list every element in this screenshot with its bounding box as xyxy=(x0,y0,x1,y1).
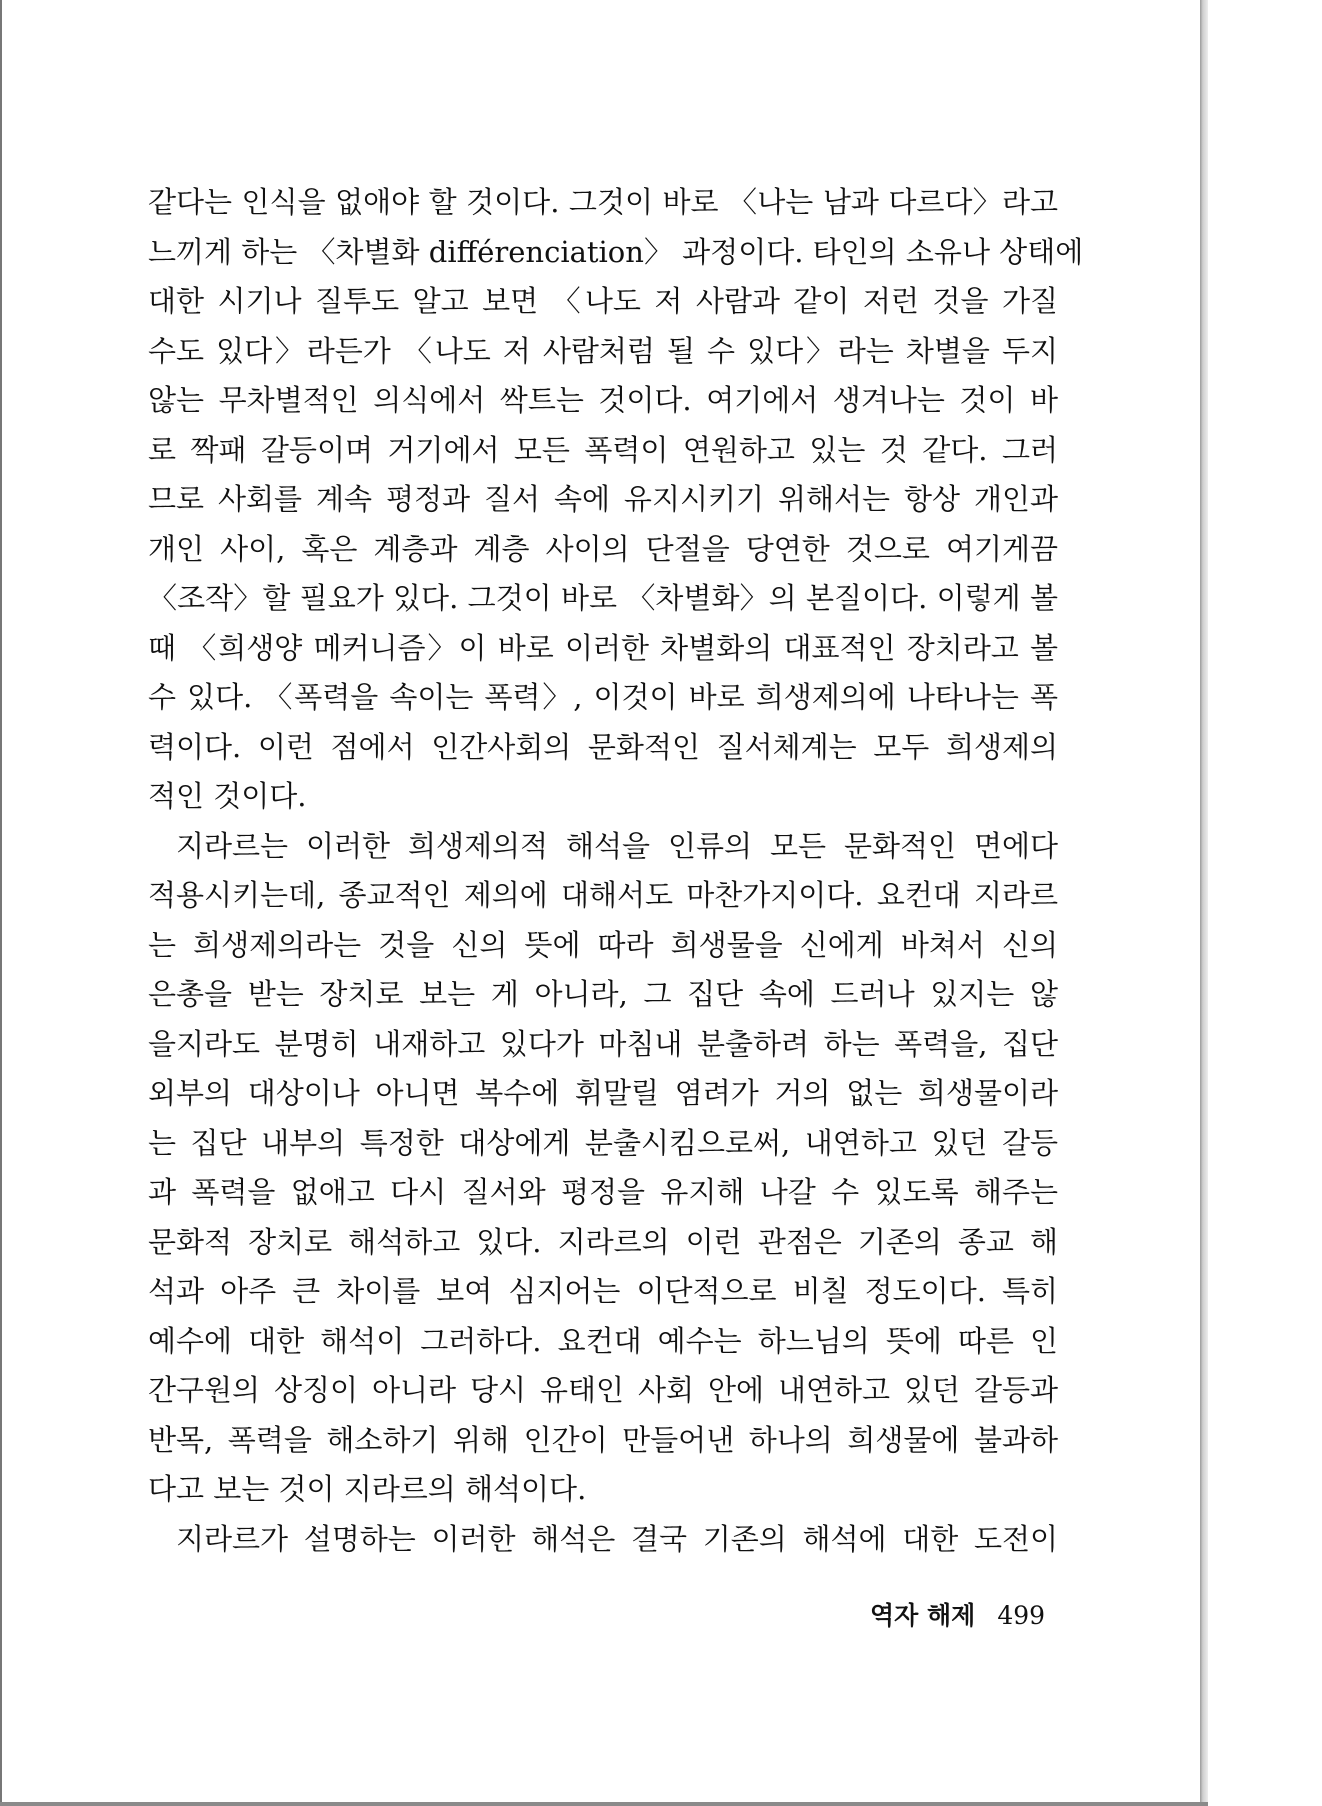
page-gutter xyxy=(1208,0,1322,1806)
page-edge-bottom xyxy=(0,1802,1208,1806)
text-line: 간구원의 상징이 아니라 당시 유태인 사회 안에 내연하고 있던 갈등과 xyxy=(148,1373,1058,1407)
text-line: 은총을 받는 장치로 보는 게 아니라, 그 집단 속에 드러나 있지는 않 xyxy=(148,977,1058,1011)
page-edge-right xyxy=(1200,0,1208,1806)
text-line: 력이다. 이런 점에서 인간사회의 문화적인 질서체계는 모두 희생제의 xyxy=(148,729,1058,764)
running-title: 역자 해제 xyxy=(870,1601,976,1630)
text-line: 때 〈희생양 메커니즘〉이 바로 이러한 차별화의 대표적인 장치라고 볼 xyxy=(148,630,1058,665)
text-line: 개인 사이, 혹은 계층과 계층 사이의 단절을 당연한 것으로 여기게끔 xyxy=(148,531,1058,566)
paragraph-first-line: 지라르는 이러한 희생제의적 해석을 인류의 모든 문화적인 면에다 xyxy=(176,828,1058,863)
text-line: 외부의 대상이나 아니면 복수에 휘말릴 염려가 거의 없는 희생물이라 xyxy=(148,1076,1058,1110)
text-line: 므로 사회를 계속 평정과 질서 속에 유지시키기 위해서는 항상 개인과 xyxy=(148,482,1058,516)
text-line: 않는 무차별적인 의식에서 싹트는 것이다. 여기에서 생겨나는 것이 바 xyxy=(148,383,1058,417)
page-number: 499 xyxy=(997,1601,1046,1630)
text-line: 같다는 인식을 없애야 할 것이다. 그것이 바로 〈나는 남과 다르다〉라고 xyxy=(148,185,1058,219)
text-line: 적용시키는데, 종교적인 제의에 대해서도 마찬가지이다. 요컨대 지라르 xyxy=(148,878,1058,912)
page-edge-left xyxy=(0,0,2,1806)
text-line: 예수에 대한 해석이 그러하다. 요컨대 예수는 하느님의 뜻에 따른 인 xyxy=(148,1323,1058,1358)
text-line: 을지라도 분명히 내재하고 있다가 마침내 분출하려 하는 폭력을, 집단 xyxy=(148,1026,1058,1061)
text-line: 다고 보는 것이 지라르의 해석이다. xyxy=(148,1472,587,1506)
body-text xyxy=(148,178,1084,1564)
text-line: 로 짝패 갈등이며 거기에서 모든 폭력이 연원하고 있는 것 같다. 그러 xyxy=(148,432,1058,467)
text-line: 대한 시기나 질투도 알고 보면 〈나도 저 사람과 같이 저런 것을 가질 xyxy=(148,284,1058,318)
text-line: 는 집단 내부의 특정한 대상에게 분출시킴으로써, 내연하고 있던 갈등 xyxy=(148,1125,1058,1160)
text-line: 수도 있다〉라든가 〈나도 저 사람처럼 될 수 있다〉라는 차별을 두지 xyxy=(148,333,1058,368)
text-line: 석과 아주 큰 차이를 보여 심지어는 이단적으로 비칠 정도이다. 특히 xyxy=(148,1274,1058,1308)
page-footer xyxy=(870,1596,1045,1632)
text-line: 느끼게 하는 〈차별화 différenciation〉 과정이다. 타인의 소유나 상태에 xyxy=(148,234,1084,269)
text-line: 과 폭력을 없애고 다시 질서와 평정을 유지해 나갈 수 있도록 해주는 xyxy=(148,1175,1058,1209)
text-line: 반목, 폭력을 해소하기 위해 인간이 만들어낸 하나의 희생물에 불과하 xyxy=(148,1422,1058,1457)
text-line: 는 희생제의라는 것을 신의 뜻에 따라 희생물을 신에게 바쳐서 신의 xyxy=(148,927,1058,962)
text-line: 〈조작〉할 필요가 있다. 그것이 바로 〈차별화〉의 본질이다. 이렇게 볼 xyxy=(148,581,1058,615)
text-line: 문화적 장치로 해석하고 있다. 지라르의 이런 관점은 기존의 종교 해 xyxy=(148,1224,1058,1259)
text-line: 적인 것이다. xyxy=(148,779,307,813)
paragraph-first-line: 지라르가 설명하는 이러한 해석은 결국 기존의 해석에 대한 도전이 xyxy=(176,1521,1058,1556)
text-line: 수 있다. 〈폭력을 속이는 폭력〉, 이것이 바로 희생제의에 나타나는 폭 xyxy=(148,680,1058,714)
